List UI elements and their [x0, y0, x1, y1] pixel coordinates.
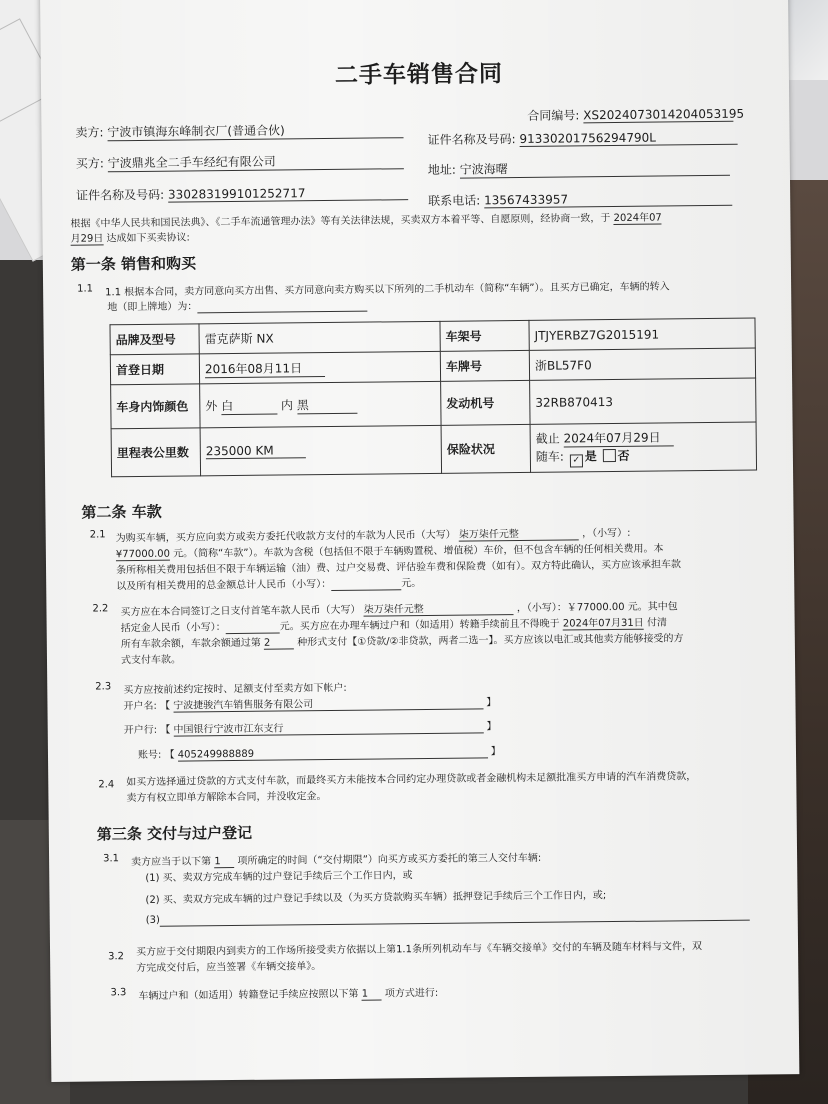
clause-3-3-b: 项方式进行:: [384, 987, 439, 1000]
preamble-text-2: 达成如下买卖协议:: [106, 232, 190, 245]
reg-date-label: 首登日期: [110, 354, 199, 385]
clause-2-3-num: 2.3: [95, 681, 112, 693]
address-value: 宁波海曙: [460, 158, 730, 179]
clause-2-2-date: 2024年07月31日: [563, 614, 644, 631]
clause-3-1-b: 项所确定的时间（“交付期限”）向买方或买方委托的第三人交付车辆:: [237, 852, 542, 867]
clause-3-3-num: 3.3: [110, 987, 127, 999]
seller-id-value: 91330201756294790L: [519, 130, 737, 147]
mileage-value: 235000 KM: [206, 443, 306, 459]
seller-id-row: [427, 128, 737, 148]
clause-2-1-c: 条所称相关费用包括但不限于车辆运输（油）费、过户交易费、评估验车费和保险费（如有）。双方特此确认，买方应该承担车款: [116, 559, 682, 577]
contract-no-label: 合同编号:: [527, 108, 580, 123]
insurance-until-value: 2024年07月29日: [563, 428, 673, 447]
clause-3-2-a: 买方应于交付期限内到卖方的工作场所接受卖方依据以上第1.1条所列机动车与《车辆交接单》交付的车辆及随车材料与文件，双: [136, 941, 702, 959]
clause-1-1-text: 1.1 根据本合同，卖方同意向买方出售、买方同意向卖方购买以下所列的二手机动车（简称“车辆”）。且买方已确定，车辆的转入: [105, 281, 670, 299]
clause-2-2-g: 种形式支付【①贷款/②非贷款，两者二选一】。买方应该以电汇或其他卖方能够接受的方: [297, 633, 684, 649]
clause-3-1-num: 3.1: [103, 853, 120, 865]
clause-2-4-a: 如买方选择通过贷款的方式支付车款，而最终买方未能按本合同约定办理贷款或者金融机构未足额批准买方申请的汽车消费贷款，: [126, 771, 697, 789]
clause-2-4-num: 2.4: [98, 779, 115, 791]
account-name-value: 宁波捷骏汽车销售服务有限公司: [173, 693, 483, 712]
clause-2-2-d: 元。买方应在办理车辆过户和（如适用）转籍手续前且不得晚于: [279, 618, 560, 633]
clause-3-1-option-2: (2) 买、卖双方完成车辆的过户登记手续以及（为买方贷款购买车辆）抵押登记手续后三个工作日内，或;: [145, 890, 607, 906]
buyer-id-label: 证件名称及号码:: [76, 187, 165, 203]
table-row: [111, 422, 756, 477]
clause-2-2-c: 括定金人民币（小写）：: [120, 622, 226, 635]
buyer-id-value: 330283199101252717: [168, 185, 408, 203]
clause-3-1-option-1: (1) 买、卖双方完成车辆的过户登记手续后三个工作日内，或: [145, 870, 413, 884]
clause-3-3-line: [138, 984, 438, 1003]
clause-2-2-e: 付清: [646, 617, 667, 629]
clause-1-1-num: 1.1: [77, 283, 94, 295]
clause-3-3-item: 1: [362, 988, 382, 1000]
engine-value: 32RB870413: [530, 378, 756, 424]
clause-3-2-b: 方完成交付后，应当签署《车辆交接单》。: [136, 961, 322, 975]
insurance-until-label: 截止: [535, 431, 560, 446]
contract-sheet: [40, 0, 799, 1082]
mileage-cell: [200, 425, 441, 476]
seller-row: [75, 120, 403, 141]
vin-value: JTJYERBZ7G2015191: [529, 318, 755, 350]
phone-row: [428, 189, 732, 209]
account-bank-value: 中国银行宁波市江东支行: [173, 717, 483, 736]
account-bank-label: 开户行:: [123, 724, 158, 737]
clause-2-2-upper: 柒万柒仟元整: [364, 599, 514, 617]
clause-1-1-text2: [107, 296, 367, 315]
clause-2-1-a: 为购买车辆，买方应向卖方或卖方委托代收款方支付的车款为人民币（大写）: [115, 529, 456, 545]
color-label: 车身内饰颜色: [111, 384, 200, 429]
preamble-text-1: 根据《中华人民共和国民法典》、《二手车流通管理办法》等有关法律法规，买卖双方本着平等、自愿原则，经协商一致，于: [70, 213, 611, 230]
clause-2-1-upper: 柒万柒仟元整: [459, 524, 579, 541]
clause-2-1-d: 以及所有相关费用的总金额总计人民币（小写）：: [116, 578, 332, 593]
plate-value: 浙BL57F0: [529, 348, 755, 380]
clause-1-1-plate-label: 地（即上牌地）为：: [107, 301, 198, 314]
phone-value: 13567433957: [484, 191, 732, 209]
seller-value: 宁波市镇海东峰制衣厂(普通合伙): [107, 120, 403, 141]
clause-2-1-e: 元。: [401, 578, 422, 590]
buyer-id-row: [76, 183, 408, 203]
clause-3-1-option-3-label: (3): [145, 914, 160, 926]
clause-2-1-amount: ¥77000.00: [115, 548, 171, 561]
clause-2-1-small: ，（小写）:: [582, 527, 631, 540]
clause-3-3-a: 车辆过户和（如适用）转籍登记手续应按照以下第: [138, 988, 359, 1003]
color-cell: [200, 381, 441, 428]
insurance-follow: [536, 445, 751, 467]
plate-label: 车牌号: [440, 350, 529, 381]
clause-2-2-way: 2: [264, 637, 294, 649]
vehicle-table: [109, 318, 757, 478]
mileage-label: 里程表公里数: [111, 428, 200, 477]
address-row: [428, 158, 730, 179]
account-no-row: 账号: 【 405249988889 】: [137, 746, 501, 762]
account-no-label: 账号:: [137, 749, 162, 762]
vin-label: 车架号: [440, 320, 529, 351]
insurance-label: 保险状况: [441, 424, 530, 473]
table-row: [111, 378, 756, 429]
interior-value: 黑: [297, 395, 357, 414]
registration-place-blank: [197, 300, 367, 314]
contract-no-value: XS2024073014204053195: [583, 106, 745, 123]
section-1-title: 第一条 销售和购买: [70, 254, 197, 274]
deposit-blank: [226, 622, 280, 635]
account-name-row: 开户名: 【 宁波捷骏汽车销售服务有限公司 】: [123, 693, 496, 713]
preamble-line-1: [70, 209, 662, 231]
reg-date-cell: [199, 351, 440, 384]
yes-checkbox[interactable]: ✓: [570, 454, 583, 467]
insurance-follow-label: 随车:: [535, 449, 565, 464]
clause-2-3-a: 买方应按前述约定按时、足额支付至卖方如下帐户:: [123, 682, 347, 697]
reg-date-value: 2016年08月11日: [205, 359, 325, 378]
clause-3-1-a: 卖方应当于以下第: [131, 856, 212, 869]
clause-2-2-h: 式支付车款。: [120, 654, 182, 667]
preamble-line-2: [70, 228, 189, 245]
clause-2-4-b: 卖方有权立即单方解除本合同，并没收定金。: [126, 791, 327, 805]
buyer-row: [76, 151, 404, 172]
option-3-blank: [160, 909, 750, 927]
clause-2-2-small: ，（小写）：￥77000.00: [516, 601, 625, 615]
buyer-value: 宁波鼎兆全二手车经纪有限公司: [108, 151, 404, 172]
brand-value: 雷克萨斯 NX: [199, 321, 440, 354]
seller-label: 卖方:: [75, 125, 104, 140]
clause-3-2-num: 3.2: [108, 951, 125, 963]
yes-label: 是: [584, 448, 597, 463]
preamble-date-a: 2024年07: [613, 209, 661, 226]
insurance-cell: [530, 422, 756, 472]
clause-2-1-b: 元。（简称“车款”）。车款为含税（包括但不限于车辆购置税、增值税）车价，但不包含车辆的任何相关费用。本: [173, 543, 664, 560]
exterior-value: 白: [221, 396, 277, 415]
account-no-value: 405249988889: [178, 746, 488, 761]
clause-2-2-num: 2.2: [92, 603, 109, 615]
clause-2-2-b: 元。其中包: [627, 601, 678, 613]
address-label: 地址:: [427, 162, 457, 177]
clause-2-2-f: 所有车款余额，车款余额通过第: [120, 637, 261, 651]
clause-3-1-option-3: [146, 909, 750, 927]
total-amount-blank: [331, 578, 401, 591]
clause-2-1-num: 2.1: [89, 529, 106, 541]
exterior-label: 外: [205, 398, 218, 413]
engine-label: 发动机号: [441, 380, 530, 425]
account-name-label: 开户名:: [123, 700, 157, 713]
interior-label: 内: [280, 397, 294, 412]
section-3-title: 第三条 交付与过户登记: [96, 823, 253, 844]
no-checkbox[interactable]: [603, 448, 616, 461]
phone-label: 联系电话:: [428, 193, 481, 208]
buyer-label: 买方:: [75, 156, 104, 171]
account-bank-row: 开户行: 【 中国银行宁波市江东支行 】: [124, 717, 497, 737]
section-2-title: 第二条 车款: [81, 502, 162, 522]
preamble-date-b: 月29日: [70, 229, 103, 245]
contract-title: 二手车销售合同: [334, 61, 504, 89]
clause-2-2-a: 买方应在本合同签订之日支付首笔车款人民币（大写）: [120, 604, 361, 619]
seller-id-label: 证件名称及号码:: [427, 132, 516, 147]
clause-3-1-item: 1: [214, 856, 234, 868]
no-label: 否: [617, 448, 630, 463]
brand-label: 品牌及型号: [110, 324, 199, 355]
contract-no: [527, 105, 745, 124]
clause-2-1-line4: [116, 574, 421, 593]
insurance-until: [536, 427, 751, 447]
